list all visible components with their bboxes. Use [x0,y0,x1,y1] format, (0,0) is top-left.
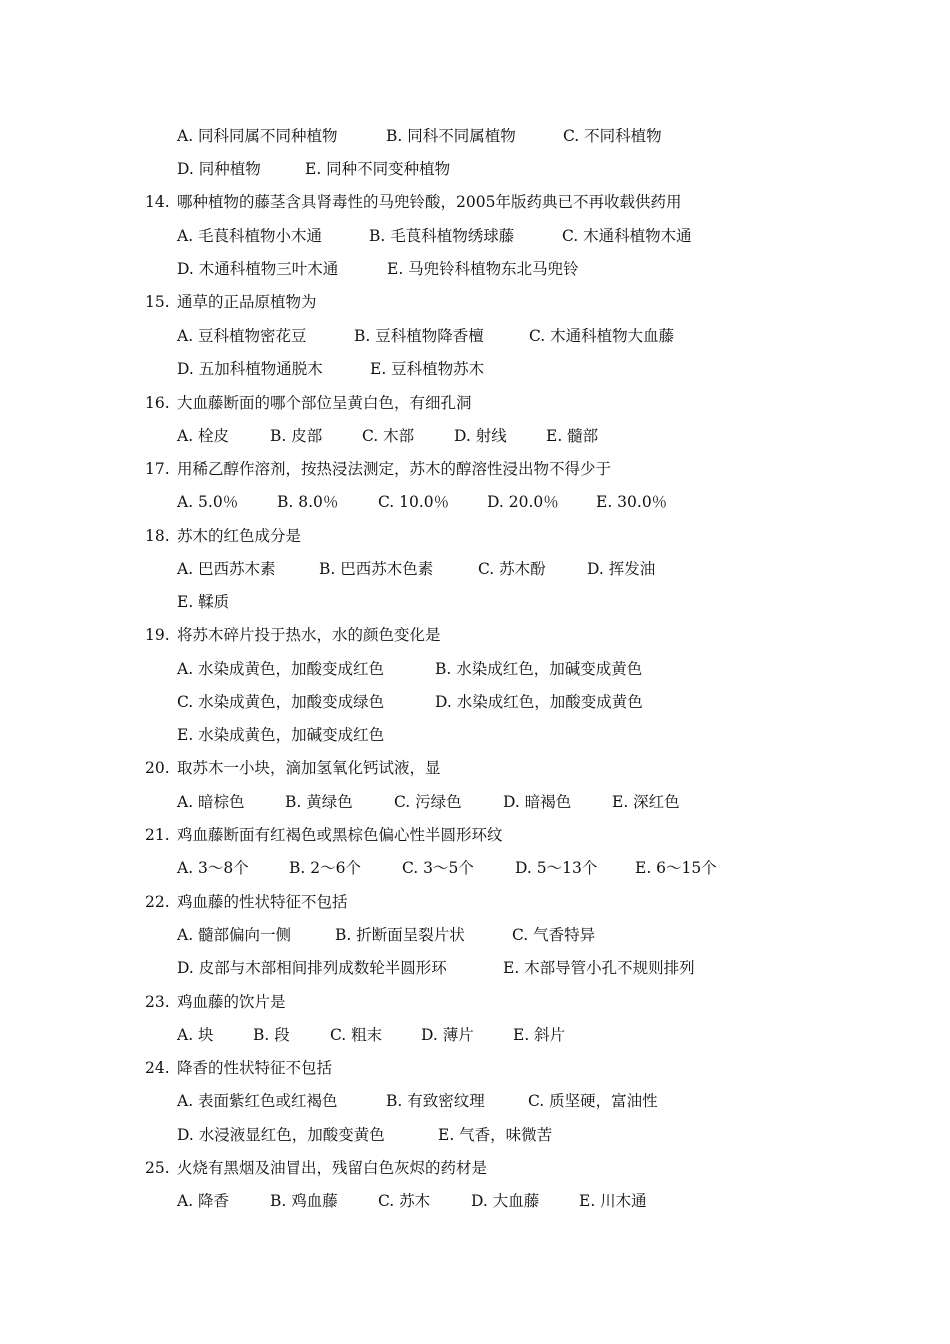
answer-option: C. 木通科植物大血藤 [529,327,675,345]
question-number: 14. [145,193,170,211]
answer-option: A. 5.0％ [177,493,239,511]
question-number: 16. [145,394,170,412]
answer-option: B. 有致密纹理 [386,1092,485,1110]
answer-option: E. 髓部 [546,427,599,445]
question-number: 20. [145,759,170,777]
question-number: 18. [145,527,170,545]
answer-option: E. 气香，味微苦 [438,1126,553,1144]
answer-option: E. 木部导管小孔不规则排列 [503,959,695,977]
answer-option: C. 质坚硬，富油性 [528,1092,658,1110]
answer-option: E. 同种不同变种植物 [305,160,451,178]
answer-option: C. 苏木酚 [478,560,546,578]
answer-option: C. 木通科植物木通 [562,227,692,245]
answer-option: B. 段 [253,1026,290,1044]
answer-option: C. 污绿色 [394,793,462,811]
answer-option: D. 挥发油 [587,560,656,578]
question-text: 通草的正品原植物为 [177,293,317,311]
question-number: 21. [145,826,170,844]
answer-option: D. 五加科植物通脱木 [177,360,323,378]
answer-option: C. 3～5个 [402,859,474,877]
question-number: 22. [145,893,170,911]
answer-option: D. 大血藤 [471,1192,540,1210]
answer-option: E. 鞣质 [177,593,230,611]
question-text: 降香的性状特征不包括 [177,1059,333,1077]
answer-option: B. 8.0％ [277,493,339,511]
question-text: 哪种植物的藤茎含具肾毒性的马兜铃酸，2005年版药典已不再收载供药用 [177,193,682,211]
question-text: 鸡血藤的性状特征不包括 [177,893,348,911]
question-number: 19. [145,626,170,644]
question-text: 将苏木碎片投于热水，水的颜色变化是 [177,626,441,644]
answer-option: E. 川木通 [579,1192,647,1210]
answer-option: D. 5～13个 [515,859,598,877]
answer-option: A. 髓部偏向一侧 [177,926,292,944]
answer-option: B. 2～6个 [289,859,361,877]
answer-option: C. 10.0％ [378,493,450,511]
question-text: 火烧有黑烟及油冒出，残留白色灰烬的药材是 [177,1159,488,1177]
answer-option: D. 同种植物 [177,160,261,178]
answer-option: A. 降香 [177,1192,230,1210]
answer-option: A. 豆科植物密花豆 [177,327,307,345]
answer-option: E. 6～15个 [635,859,717,877]
question-number: 15. [145,293,170,311]
question-text: 苏木的红色成分是 [177,527,302,545]
answer-option: B. 毛茛科植物绣球藤 [369,227,515,245]
question-text: 鸡血藤的饮片是 [177,993,286,1011]
answer-option: E. 马兜铃科植物东北马兜铃 [387,260,579,278]
answer-option: A. 栓皮 [177,427,230,445]
answer-option: B. 折断面呈裂片状 [335,926,465,944]
answer-option: E. 水染成黄色，加碱变成红色 [177,726,385,744]
question-number: 23. [145,993,170,1011]
answer-option: D. 暗褐色 [503,793,572,811]
answer-option: B. 鸡血藤 [270,1192,338,1210]
question-number: 25. [145,1159,170,1177]
answer-option: A. 3～8个 [177,859,249,877]
answer-option: A. 水染成黄色，加酸变成红色 [177,660,385,678]
answer-option: A. 表面紫红色或红褐色 [177,1092,338,1110]
answer-option: C. 粗末 [330,1026,383,1044]
question-number: 24. [145,1059,170,1077]
answer-option: B. 水染成红色，加碱变成黄色 [435,660,643,678]
answer-option: C. 苏木 [378,1192,431,1210]
question-text: 大血藤断面的哪个部位呈黄白色，有细孔洞 [177,394,472,412]
answer-option: D. 皮部与木部相间排列成数轮半圆形环 [177,959,447,977]
answer-option: D. 水染成红色，加酸变成黄色 [435,693,643,711]
answer-option: E. 豆科植物苏木 [370,360,485,378]
answer-option: E. 深红色 [612,793,680,811]
answer-option: D. 射线 [454,427,507,445]
answer-option: C. 气香特异 [512,926,596,944]
answer-option: A. 同科同属不同种植物 [177,127,338,145]
question-text: 取苏木一小块，滴加氢氧化钙试液，显 [177,759,441,777]
answer-option: C. 不同科植物 [563,127,662,145]
question-text: 鸡血藤断面有红褐色或黑棕色偏心性半圆形环纹 [177,826,503,844]
answer-option: B. 豆科植物降香檀 [354,327,484,345]
answer-option: B. 黄绿色 [285,793,353,811]
answer-option: A. 暗棕色 [177,793,245,811]
answer-option: D. 薄片 [421,1026,474,1044]
answer-option: A. 毛茛科植物小木通 [177,227,323,245]
answer-option: E. 斜片 [513,1026,566,1044]
answer-option: B. 巴西苏木色素 [319,560,434,578]
question-text: 用稀乙醇作溶剂，按热浸法测定，苏木的醇溶性浸出物不得少于 [177,460,612,478]
answer-option: A. 巴西苏木素 [177,560,276,578]
answer-option: B. 皮部 [270,427,323,445]
answer-option: D. 木通科植物三叶木通 [177,260,339,278]
answer-option: C. 水染成黄色，加酸变成绿色 [177,693,385,711]
answer-option: D. 20.0％ [487,493,559,511]
answer-option: B. 同科不同属植物 [386,127,516,145]
answer-option: D. 水浸液显红色，加酸变黄色 [177,1126,385,1144]
answer-option: A. 块 [177,1026,214,1044]
question-number: 17. [145,460,170,478]
answer-option: E. 30.0％ [596,493,668,511]
answer-option: C. 木部 [362,427,415,445]
